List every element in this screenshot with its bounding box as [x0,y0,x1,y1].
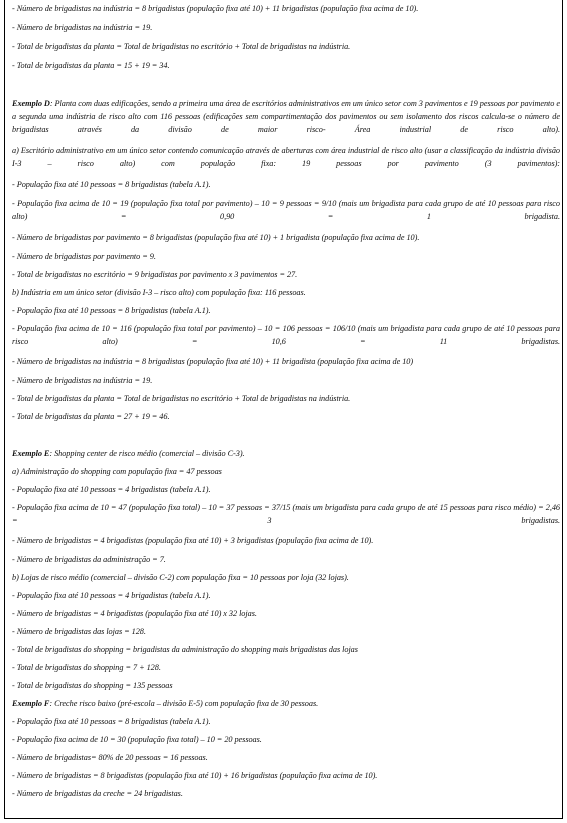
text-line: - População fixa até 10 pessoas = 8 brigadistas (tabela A.1). [12,180,211,189]
text-line: - População fixa até 10 pessoas = 4 brigadistas (tabela A.1). [12,591,211,600]
text-line: b) Indústria em um único setor (divisão I-3 – risco alto) com população fixa: 116 pessoas. [12,288,306,297]
text-line: - Número de brigadistas na indústria = 8 brigadistas (população fixa até 10) + 11 brigadistas (população fixa acima de 10). [12,4,419,13]
example-f-text: : Creche risco baixo (pré-escola – divisão E-5) com população fixa de 30 pessoas. [49,699,319,708]
text-line: - Total de brigadistas da planta = 27 + 19 = 46. [12,412,170,421]
text-line: - Total de brigadistas do shopping = brigadistas da administração do shopping mais brigadistas das lojas [12,645,358,654]
text-line: - Número de brigadistas na indústria = 19. [12,23,153,32]
example-d-label: Exemplo D [12,99,50,108]
text-line: - População fixa até 10 pessoas = 8 brigadistas (tabela A.1). [12,717,211,726]
example-f-heading [12,697,560,710]
example-e-heading [12,447,560,460]
text-line: b) Lojas de risco médio (comercial – divisão C-2) com população fixa = 10 pessoas por loja (32 lojas). [12,573,349,582]
text-line: - Número de brigadistas por pavimento = 8 brigadistas (população fixa até 10) + 1 brigadista (população fixa acima de 10). [12,233,420,242]
text-line: a) Administração do shopping com população fixa = 47 pessoas [12,467,222,476]
text-line: - Número de brigadistas da administração = 7. [12,555,166,564]
example-d-text: : Planta com duas edificações, sendo a primeira uma área de escritórios administrativos em um único setor com 3 pavimentos e 19 pessoas por pavimento e a segunda uma indústria de risco alto com 116 pessoas (edificações sem compartimentação dos pavimentos ou sem isolamento dos riscos calcula-se o número de brigadistas através da divisão de maior risco- Área industrial de risco alto). [12,99,560,134]
text-line: - Total de brigadistas do shopping = 135 pessoas [12,681,173,690]
text-line: - Total de brigadistas da planta = Total de brigadistas no escritório + Total de brigadistas na indústria. [12,394,351,403]
example-e-text: : Shopping center de risco médio (comercial – divisão C-3). [49,449,245,458]
text-line: - Número de brigadistas = 4 brigadistas (população fixa até 10) + 3 brigadistas (população fixa acima de 10). [12,536,374,545]
text-line: - Número de brigadistas = 8 brigadistas (população fixa até 10) + 16 brigadistas (população fixa acima de 10). [12,771,378,780]
text-line: - Número de brigadistas na indústria = 19. [12,376,153,385]
text-line: - População fixa acima de 10 = 116 (população fixa total por pavimento) – 10 = 106 pessoas = 106/10 (mais um brigadista para cada grupo de até 10 pessoas para risco alto) = 10,6 = 11 brigadistas. [12,324,560,346]
text-line: - Número de brigadistas= 80% de 20 pessoas = 16 pessoas. [12,753,208,762]
text-line: - Número de brigadistas = 4 brigadistas (população fixa até 10) x 32 lojas. [12,609,257,618]
text-line: - Número de brigadistas por pavimento = 9. [12,252,156,261]
text-line: - População fixa até 10 pessoas = 4 brigadistas (tabela A.1). [12,485,211,494]
text-line: - Total de brigadistas da planta = Total de brigadistas no escritório + Total de brigadistas na indústria. [12,42,351,51]
text-line: - População fixa acima de 10 = 47 (população fixa total) – 10 = 37 pessoas = 37/15 (mais um brigadista para cada grupo de até 15 pessoas para risco médio) = 2,46 = 3 brigadistas. [12,503,560,525]
text-line: a) Escritório administrativo em um único setor contendo comunicação através de aberturas com área industrial de risco alto (usar a classificação da indústria divisão I-3 – risco alto) com população fixa: 19 pessoas por pavimento (3 pavimentos): [12,146,560,168]
text-line: - Total de brigadistas no escritório = 9 brigadistas por pavimento x 3 pavimentos = 27. [12,270,298,279]
text-line: - População fixa acima de 10 = 30 (população fixa total) – 10 = 20 pessoas. [12,735,262,744]
text-line: - Número de brigadistas da creche = 24 brigadistas. [12,789,183,798]
text-line: - Número de brigadistas na indústria = 8 brigadistas (população fixa até 10) + 11 brigadista (população fixa acima de 10) [12,357,414,366]
example-e-label: Exemplo E [12,449,50,458]
text-line: - Número de brigadistas das lojas = 128. [12,627,146,636]
text-line: - Total de brigadistas da planta = 15 + 19 = 34. [12,61,170,70]
text-line: - População fixa acima de 10 = 19 (população fixa total por pavimento) – 10 = 9 pessoas = 9/10 (mais um brigadista para cada grupo de até 10 pessoas para risco alto) = 0,90 = 1 brigadista. [12,199,560,221]
document-frame [4,0,563,819]
example-f-label: Exemplo F [12,699,50,708]
example-d-paragraph [12,97,560,136]
text-line: - População fixa até 10 pessoas = 8 brigadistas (tabela A.1). [12,306,211,315]
text-line: - Total de brigadistas do shopping = 7 + 128. [12,663,161,672]
